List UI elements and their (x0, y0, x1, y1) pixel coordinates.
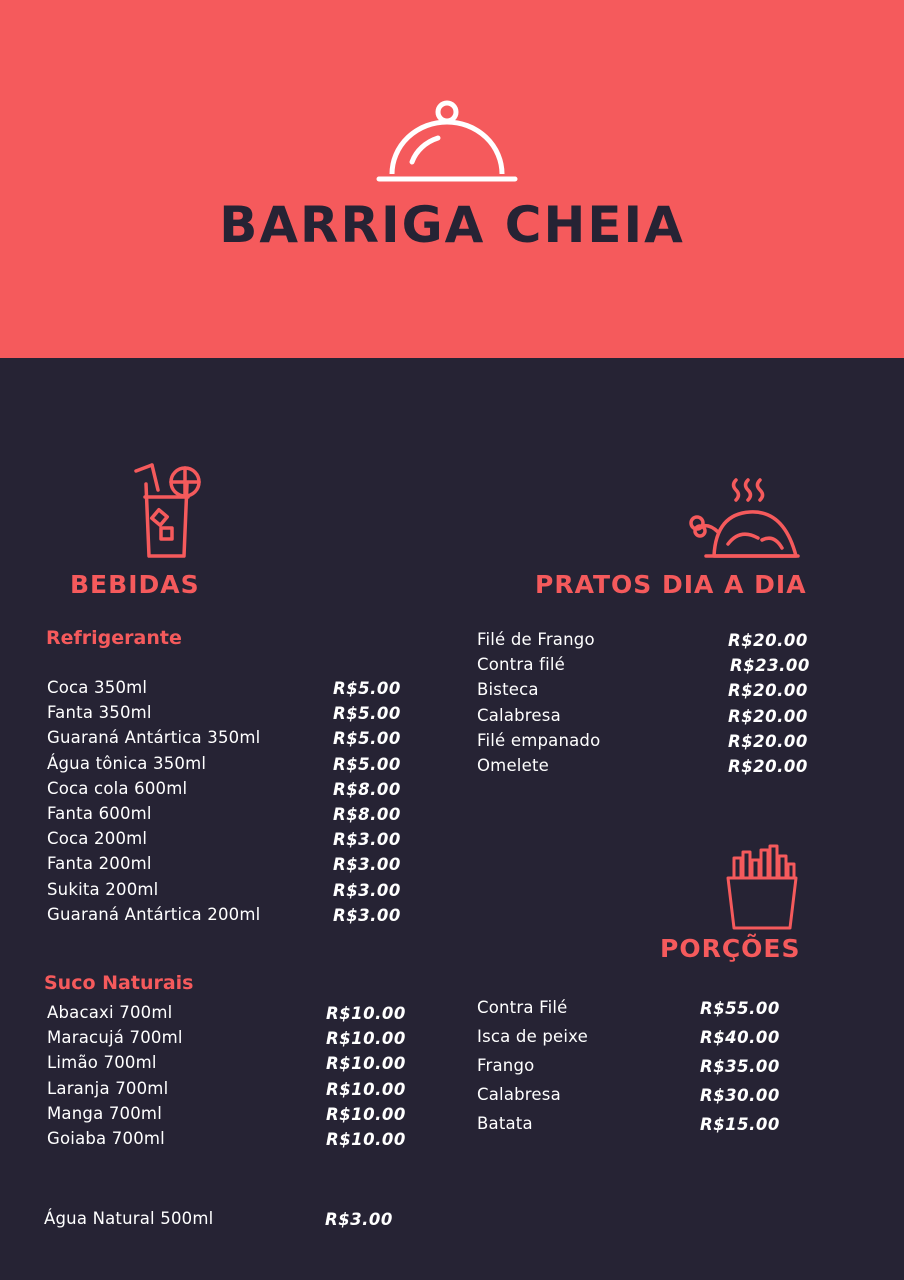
item-name: Coca 200ml (47, 829, 148, 849)
item-name: Fanta 600ml (47, 803, 152, 823)
item-name: Fanta 350ml (47, 703, 152, 723)
item-price: R$20.00 (728, 631, 808, 650)
section-title-pratos: PRATOS DIA A DIA (535, 570, 807, 599)
roast-chicken-icon (688, 478, 800, 560)
item-price: R$35.00 (700, 1057, 780, 1076)
item-name: Água Natural 500ml (44, 1209, 214, 1228)
menu-item (477, 1085, 797, 1114)
item-name: Contra Filé (477, 998, 568, 1017)
menu-item (47, 803, 401, 829)
menu-item (47, 1103, 406, 1129)
item-name: Coca 350ml (47, 678, 148, 697)
item-price: R$5.00 (333, 754, 401, 774)
item-price: R$40.00 (700, 1028, 780, 1047)
item-name: Isca de peixe (477, 1027, 588, 1046)
menu-item (47, 904, 401, 930)
header-banner (0, 0, 904, 358)
french-fries-icon (724, 844, 800, 930)
menu-item (477, 1056, 797, 1085)
menu-item (47, 703, 401, 728)
item-name: Laranja 700ml (47, 1078, 169, 1098)
item-name: Bisteca (477, 680, 539, 700)
item-price: R$3.00 (333, 830, 401, 850)
menu-item (477, 1114, 797, 1143)
item-price: R$3.00 (333, 905, 401, 925)
item-price: R$10.00 (326, 1079, 406, 1099)
item-name: Maracujá 700ml (47, 1028, 183, 1048)
subsection-title-refrigerante: Refrigerante (46, 627, 182, 649)
menu-item (47, 1128, 406, 1154)
item-name: Contra filé (477, 655, 566, 675)
item-name: Água tônica 350ml (47, 753, 207, 773)
menu-item (47, 728, 401, 753)
item-name: Guaraná Antártica 350ml (47, 728, 261, 748)
item-price: R$3.00 (325, 1210, 393, 1229)
menu-item (477, 680, 817, 705)
menu-item (477, 998, 797, 1027)
menu-item (47, 678, 401, 703)
item-price: R$10.00 (326, 1104, 406, 1124)
item-name: Goiaba 700ml (47, 1128, 165, 1148)
menu-item (47, 829, 401, 854)
item-name: Filé empanado (477, 730, 601, 750)
item-name: Calabresa (477, 1085, 561, 1104)
item-price: R$20.00 (728, 731, 808, 751)
cloche-icon (376, 100, 518, 186)
menu-item (47, 879, 401, 905)
menu-item (477, 756, 817, 781)
porcoes-list (477, 998, 797, 1143)
subsection-title-sucos: Suco Naturais (44, 972, 194, 994)
item-name: Filé de Frango (477, 630, 595, 649)
item-name: Manga 700ml (47, 1103, 162, 1123)
item-name: Frango (477, 1056, 535, 1075)
item-price: R$3.00 (333, 880, 401, 900)
item-price: R$5.00 (333, 679, 401, 698)
menu-item (47, 753, 401, 779)
item-name: Sukita 200ml (47, 879, 159, 899)
pratos-list (477, 630, 817, 781)
refrigerante-list (47, 678, 401, 930)
item-price: R$20.00 (728, 756, 808, 776)
item-price: R$10.00 (326, 1029, 406, 1049)
item-price: R$10.00 (326, 1004, 406, 1023)
menu-item (47, 1053, 406, 1078)
menu-item (47, 1003, 406, 1028)
item-name: Batata (477, 1114, 533, 1133)
menu-item (47, 778, 401, 804)
item-price: R$55.00 (700, 999, 780, 1018)
drink-glass-icon (132, 462, 204, 560)
item-name: Limão 700ml (47, 1053, 157, 1073)
item-price: R$15.00 (700, 1115, 780, 1134)
menu-item (477, 706, 817, 731)
menu-item (477, 1027, 797, 1056)
item-price: R$5.00 (333, 704, 401, 724)
item-price: R$30.00 (700, 1086, 780, 1105)
restaurant-title: BARRIGA CHEIA (219, 196, 685, 254)
menu-item (47, 854, 401, 879)
item-price: R$3.00 (333, 855, 401, 875)
section-title-porcoes: PORÇÕES (660, 934, 801, 963)
item-name: Calabresa (477, 705, 561, 725)
item-price: R$20.00 (728, 706, 808, 726)
item-price: R$5.00 (333, 729, 401, 749)
menu-item (477, 655, 817, 680)
item-name: Omelete (477, 755, 549, 775)
item-price: R$20.00 (728, 681, 808, 701)
agua-list (44, 1209, 394, 1234)
item-price: R$10.00 (326, 1129, 406, 1149)
menu-item (47, 1078, 406, 1104)
item-name: Abacaxi 700ml (47, 1003, 173, 1022)
menu-item (477, 630, 817, 655)
item-price: R$10.00 (326, 1054, 406, 1074)
item-name: Coca cola 600ml (47, 778, 188, 798)
menu-item (47, 1028, 406, 1053)
sucos-list (47, 1003, 406, 1154)
section-title-bebidas: BEBIDAS (70, 570, 200, 599)
item-price: R$8.00 (333, 779, 401, 799)
item-price: R$8.00 (333, 804, 401, 824)
item-price: R$23.00 (730, 656, 810, 676)
menu-item (44, 1209, 394, 1234)
item-name: Fanta 200ml (47, 854, 152, 874)
item-name: Guaraná Antártica 200ml (47, 904, 261, 924)
menu-item (477, 731, 817, 756)
